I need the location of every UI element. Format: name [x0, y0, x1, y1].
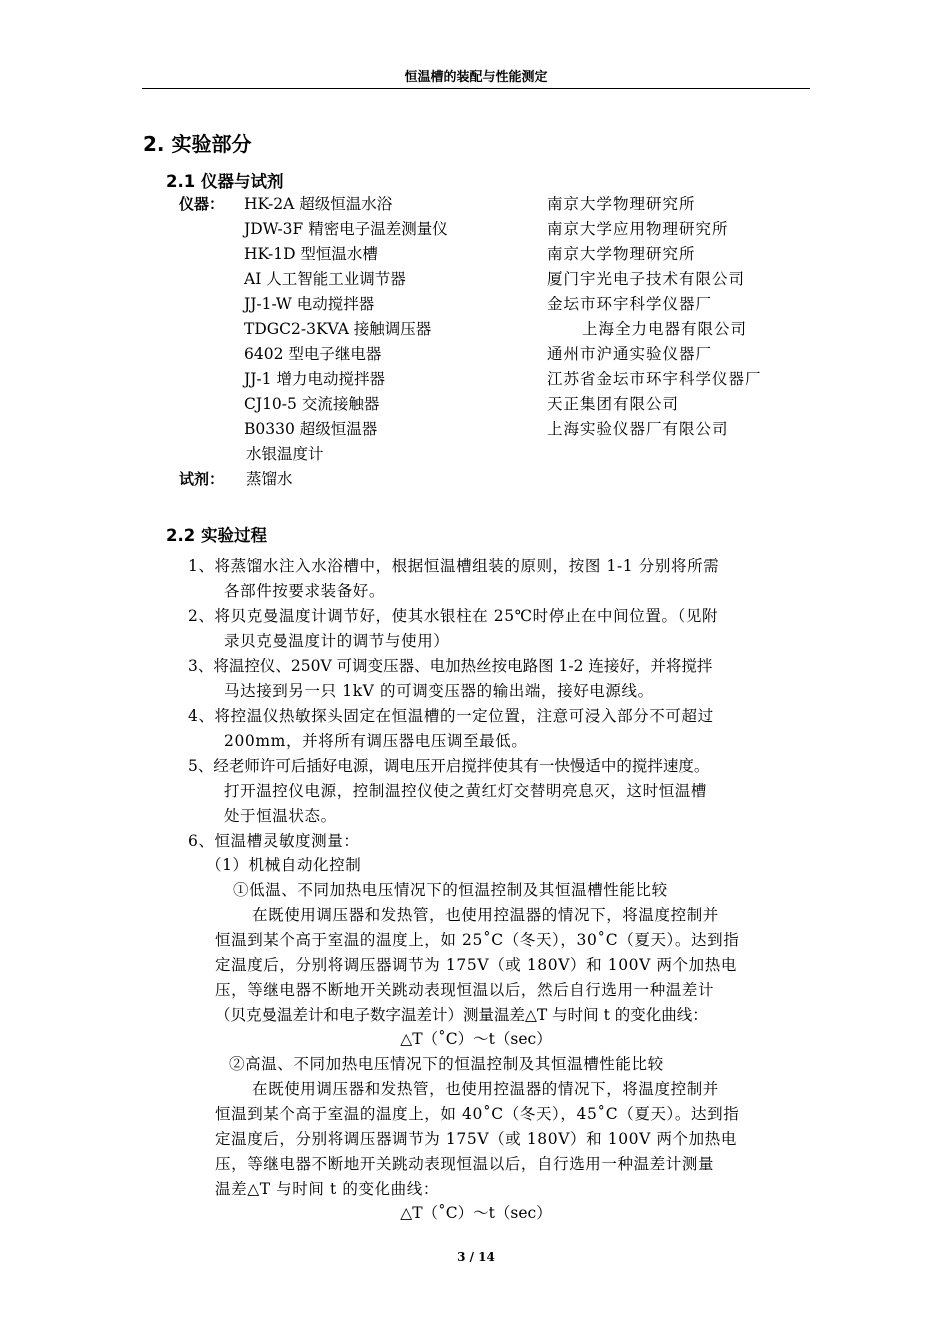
- procedure-line: ①低温、不同加热电压情况下的恒温控制及其恒温槽性能比较: [233, 881, 668, 899]
- header-divider: [142, 88, 810, 89]
- procedure-line: 各部件按要求装备好。: [224, 582, 386, 600]
- instrument-maker: 南京大学物理研究所: [547, 245, 696, 263]
- instrument-maker: 金坛市环宇科学仪器厂: [547, 295, 713, 313]
- procedure-line: 5、经老师许可后插好电源，调电压开启搅拌使其有一快慢适中的搅拌速度。: [188, 757, 710, 775]
- procedure-line: 恒温到某个高于室温的温度上，如 40˚C（冬天），45˚C（夏天）。达到指: [215, 1105, 740, 1123]
- section-title: 2. 实验部分: [143, 132, 252, 156]
- instrument-maker: 南京大学应用物理研究所: [547, 220, 729, 238]
- instrument-maker: 南京大学物理研究所: [547, 195, 696, 213]
- instrument-name: AI 人工智能工业调节器: [244, 270, 406, 288]
- procedure-line: 6、恒温槽灵敏度测量：: [188, 832, 360, 850]
- instrument-name: 水银温度计: [246, 445, 324, 463]
- instrument-name: CJ10-5 交流接触器: [244, 395, 380, 413]
- procedure-line: 温差△T 与时间 t 的变化曲线：: [215, 1180, 439, 1198]
- procedure-line: 恒温到某个高于室温的温度上，如 25˚C（冬天），30˚C（夏天）。达到指: [215, 931, 740, 949]
- subsection-title-procedure: 2.2 实验过程: [166, 526, 267, 545]
- procedure-line: 录贝克曼温度计的调节与使用）: [224, 632, 450, 650]
- formula-line: △T（˚C）～t（sec）: [400, 1204, 552, 1222]
- procedure-line: 200mm，并将所有调压器电压调至最低。: [224, 732, 528, 750]
- procedure-line: 压，等继电器不断地开关跳动表现恒温以后，自行选用一种温差计测量: [215, 1155, 715, 1173]
- instrument-maker: 上海实验仪器厂有限公司: [547, 420, 729, 438]
- instrument-name: JDW-3F 精密电子温差测量仪: [244, 220, 448, 238]
- page-header: 恒温槽的装配与性能测定: [404, 70, 548, 85]
- instrument-maker: 天正集团有限公司: [547, 395, 680, 413]
- page-number: 3 / 14: [457, 1250, 495, 1264]
- instrument-name: B0330 超级恒温器: [244, 420, 378, 438]
- instrument-name: JJ-1 增力电动搅拌器: [244, 370, 385, 388]
- instrument-maker: 江苏省金坛市环宇科学仪器厂: [547, 370, 762, 388]
- instrument-maker: 通州市沪通实验仪器厂: [547, 345, 713, 363]
- instrument-name: TDGC2-3KVA 接触调压器: [244, 320, 432, 338]
- procedure-line: （1）机械自动化控制: [206, 856, 362, 874]
- procedure-line: （贝克曼温差计和电子数字温差计）测量温差△T 与时间 t 的变化曲线：: [215, 1006, 708, 1024]
- procedure-line: 定温度后，分别将调压器调节为 175V（或 180V）和 100V 两个加热电: [215, 956, 737, 974]
- instrument-name: 6402 型电子继电器: [244, 345, 382, 363]
- reagents-label: 试剂：: [179, 470, 225, 488]
- procedure-line: 马达接到另一只 1kV 的可调变压器的输出端，接好电源线。: [224, 682, 654, 700]
- subsection-title-instruments: 2.1 仪器与试剂: [166, 172, 284, 191]
- instrument-name: HK-1D 型恒温水槽: [244, 245, 378, 263]
- procedure-line: ②高温、不同加热电压情况下的恒温控制及其恒温槽性能比较: [229, 1055, 664, 1073]
- procedure-line: 打开温控仪电源，控制温控仪使之黄红灯交替明亮息灭，这时恒温槽: [224, 782, 708, 800]
- reagent-name: 蒸馏水: [246, 470, 293, 488]
- instruments-label: 仪器：: [179, 195, 225, 213]
- formula-line: △T（˚C）～t（sec）: [400, 1030, 552, 1048]
- procedure-line: 1、将蒸馏水注入水浴槽中，根据恒温槽组装的原则，按图 1-1 分别将所需: [188, 557, 720, 575]
- procedure-line: 4、将控温仪热敏探头固定在恒温槽的一定位置，注意可浸入部分不可超过: [188, 707, 714, 725]
- procedure-line: 在既使用调压器和发热管，也使用控温器的情况下，将温度控制并: [252, 1080, 719, 1098]
- instrument-name: JJ-1-W 电动搅拌器: [244, 295, 375, 313]
- procedure-line: 3、将温控仪、250V 可调变压器、电加热丝按电路图 1-2 连接好，并将搅拌: [188, 657, 713, 675]
- procedure-line: 在既使用调压器和发热管，也使用控温器的情况下，将温度控制并: [252, 906, 719, 924]
- instrument-name: HK-2A 超级恒温水浴: [244, 195, 393, 213]
- instrument-maker: 厦门宇光电子技术有限公司: [547, 270, 746, 288]
- procedure-line: 定温度后，分别将调压器调节为 175V（或 180V）和 100V 两个加热电: [215, 1130, 737, 1148]
- procedure-line: 压，等继电器不断地开关跳动表现恒温以后，然后自行选用一种温差计: [215, 981, 715, 999]
- procedure-line: 2、将贝克曼温度计调节好，使其水银柱在 25℃时停止在中间位置。（见附: [188, 607, 719, 625]
- procedure-line: 处于恒温状态。: [224, 807, 337, 825]
- instrument-maker: 上海全力电器有限公司: [582, 320, 748, 338]
